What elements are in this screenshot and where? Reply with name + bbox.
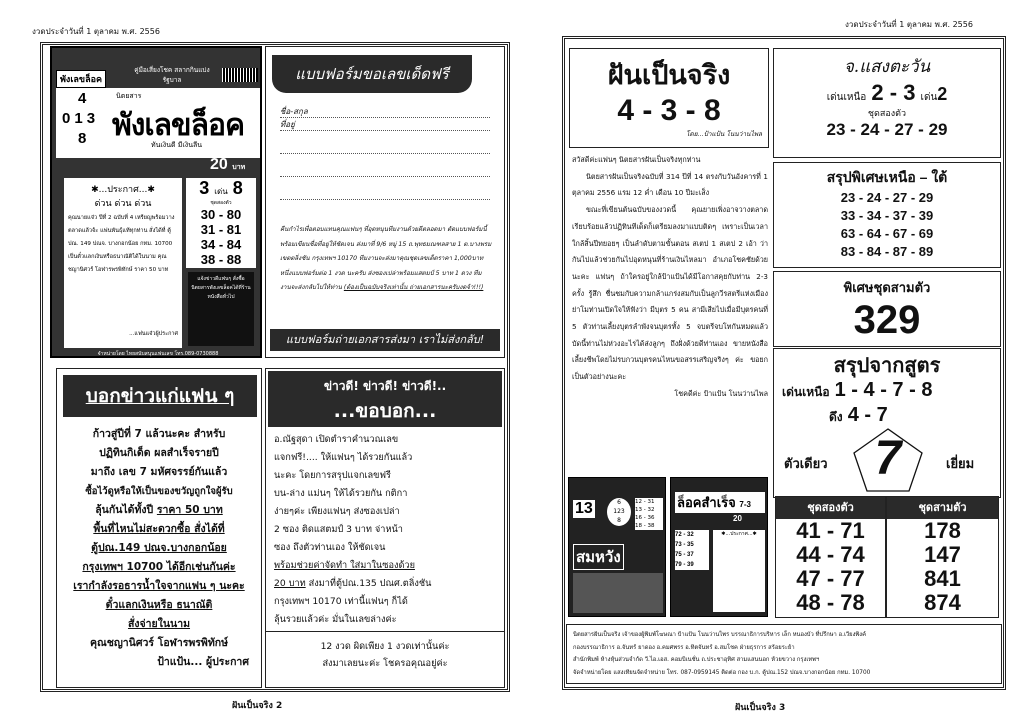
pair: 34 - 84 [200,237,242,252]
news-body: ก้าวสู่ปีที่ 7 แล้วนะคะ สำหรับ ปฏิทินกิเด็ด ผลสำเร็จรายปี มาถึง เลข 7 มหัศจรรย์กันแล้ว ซื้อไว้ดูหรือให้เป็นของขวัญถูกใจผู้รับ ลุ้นกันได้ทั้งปี ราคา 50 บาท พื้นที่ไหนไม่สะดวกซื้อ สั่งได้ที่ ตู้ปณ.149 ปณจ.บางกอกน้อย กรุงเทพฯ 10700 ได้อีกเช่นกันค่ะ เรากำลังรอธารน้ำใจจากแฟน ๆ นะคะ ตั๋วแลกเงินหรือ ธนาณัติ สั่งจ่ายในนาม คุณชญานิศวร์ โอฬารพรพิทักษ์ ป้าแป้น... ผู้ประกาศ [73,428,249,668]
sangtawan-title: จ.แสงตะวัน [843,57,931,77]
form-footer: แบบฟอร์มถ่ายเอกสารส่งมา เราไม่ส่งกลับ! [270,329,500,351]
dark-note: แจ้งข่าวดีแฟนๆ สั่งซื้อนิตยสารพังเลขล็อคได้ที่ร้านหนังสือทั่วไป [188,272,254,346]
great-label: เยี่ยม [946,456,975,471]
three-digit-column [887,497,998,617]
goodnews-header: ข่าวดี! ข่าวดี! ข่าวดี!.. ...ขอบอก... [268,371,502,427]
set-numbers: 23 - 24 - 27 - 29 [826,120,948,139]
mini-cover-somwang [568,477,666,617]
special-row: 23 - 24 - 27 - 29 [840,190,934,205]
three-number: 329 [853,298,921,342]
cover2-title: ล็อคสำเร็จ 7-3 [675,492,765,513]
ad-title-box [56,88,260,158]
table-header: ชุดสามตัว [887,497,998,519]
table-cell: 147 [924,542,961,567]
pair: 30 - 80 [200,207,242,222]
magazine-label: นิตยสาร [116,92,142,100]
set-label: ชุดสองตัว [867,109,907,119]
mini-cover-lock-samret [670,477,768,617]
address-field[interactable]: ที่อยู่ [280,118,490,131]
ad-title: พังเลขล็อค [112,109,245,142]
lucky-box: 3 เด่น 8 ชุดสองตัว 30 - 80 31 - 81 34 - 84 38 - 88 [186,178,256,268]
masthead-byline: โดย...ป้าแป้น โนนว่านไพล [686,130,762,138]
grid-bottom: 8 [78,130,87,147]
cover1-pairs: 12 - 31 13 - 32 16 - 36 18 - 38 [635,498,663,530]
ad-brand: พังเลขล็อค [56,70,106,88]
masthead-numbers: 4 - 3 - 8 [617,94,721,127]
formula-pull: ดึง 4 - 7 [829,404,888,426]
single-label: ตัวเดียว [784,456,828,471]
three-title: พิเศษชุดสามตัว [843,280,931,295]
ad-tagline: คู่มือเสี่ยงโชค สลากกินแบ่งรัฐบาล [134,66,210,84]
free-number-form [265,46,505,358]
summary-table [775,496,999,618]
table-cell: 41 - 71 [796,518,865,543]
ad-price: 20 บาท [210,156,246,173]
sangtawan-box [773,48,1001,158]
form-text: คืนกำไรเพื่อตอบแทนคุณแฟนๆ ที่อุดหนุนทีมงานด้วยดีตลอดมา ตัดแบบฟอร์มนี้ พร้อมเขียนชื่อที่อยู่ให้ชัดเจน ส่งมาที่ 9/6 หมู่ 15 ถ.พุทธมณฑลสาย 1 ต.บางพรม เขตตลิ่งชัน กรุงเทพฯ 10170 ทีมงานจะส่งมาคุณชุดเลขเด็ดราคา 1,000บาท หนึ่งแบบฟอร์มต่อ 1 งวด นะครับ ส่งซองเปล่าพร้อมแสตมป์ 5 บาท 1 ดวง ทีมงานจะส่งกลับไปให้ท่าน (ต้องเป็นฉบับจริงเท่านั้น ถ่ายเอกสารนะครับงดจ้า!!!) [280,226,492,291]
announce-title: ✱...ประกาศ...✱ [91,185,155,195]
formula-box [773,348,1001,498]
page-footer-right: ฝันเป็นจริง 3 [735,703,786,713]
announce-sub: ด่วน ด่วน ด่วน [94,199,152,209]
special-box [773,162,1001,268]
table-header: ชุดสองตัว [776,497,885,519]
page-header-right: งวดประจำวันที่ 1 ตุลาคม พ.ศ. 2556 [845,20,973,29]
cover2-price: 20 [733,514,742,523]
page-footer-left: ฝันเป็นจริง 2 [232,701,283,711]
table-cell: 841 [924,566,961,591]
announce-sign: ...แฟนแจ๋วผู้ประกาศ [129,331,178,337]
address-line-4[interactable] [280,187,490,200]
announce-text: คุณนายแจ๋ว ปีที่ 2 ฉบับที่ 4 เหรียญพร้อมวางตลาดแล้วจ้ะ แฟนพันธุ์แท้ทุกท่าน สั่งได้ที่ ตู้ปณ. 149 ปณจ. บางกอกน้อย กทม. 10700 เป็นตั๋วแลกเงินหรือธนาณัติได้ในนาม คุณชญานิศวร์ โอฬารพรพิทักษ์ ราคา 50 บาท [68,215,175,273]
table-cell: 47 - 77 [796,566,865,591]
news-box [56,368,262,688]
cover2-pairs: 72 - 32 73 - 35 75 - 37 79 - 39 [675,530,709,570]
news-title: บอกข่าวแก่แฟน ๆ [63,375,257,417]
address-line-3[interactable] [280,164,490,177]
grid-top: 4 [78,90,87,107]
table-cell: 178 [924,518,961,543]
lucky-label: ชุดสองตัว [210,200,232,206]
table-cell: 874 [924,590,961,615]
cover2-announce: ✱...ประกาศ...✱ [713,530,765,612]
special-row: 33 - 34 - 37 - 39 [840,208,934,223]
grid-mid: 013 [62,110,100,127]
formula-lead: เด่นเหนือ 1 - 4 - 7 - 8 [782,379,933,401]
three-digit-box [773,271,1001,347]
goodnews-box [265,368,505,688]
address-line-2[interactable] [280,141,490,154]
sangtawan-lead: เด่นเหนือ 2 - 3 เด่น2 [826,80,948,105]
form-fields [280,105,490,200]
masthead-title: ฝันเป็นจริง [607,60,731,90]
two-digit-column [776,497,887,617]
announce-box [64,178,182,348]
page-header-left: งวดประจำวันที่ 1 ตุลาคม พ.ศ. 2556 [32,27,160,36]
cover1-digits: 13 [575,500,593,517]
cover1-text-block [573,573,663,613]
pair: 31 - 81 [200,222,242,237]
special-title: สรุปพิเศษเหนือ – ใต้ [826,169,948,185]
masthead [569,48,769,148]
formula-title: สรุปจากสูตร [833,355,941,377]
pair: 38 - 88 [200,252,242,267]
special-row: 63 - 64 - 67 - 69 [840,226,934,241]
cover1-wheel: 6 123 8 [607,498,631,526]
table-cell: 48 - 78 [796,590,865,615]
cover1-title: สมหวัง [573,544,624,570]
goodnews-footer: 12 งวด ผิดเพียง 1 งวดเท่านั้นค่ะ ส่งมาเลยนะค่ะ โชครอคุณอยู่ค่ะ [266,631,504,672]
ad-subtitle: ทันเงินดี มีเงินลีน [151,141,203,149]
ad-pang-lek-lock [50,46,262,358]
barcode-icon [222,68,258,82]
name-field[interactable]: ชื่อ-สกุล [280,105,490,118]
article: สวัสดีค่ะแฟนๆ นิตยสารฝันเป็นจริงทุกท่าน นิตยสารฝันเป็นจริงฉบับที่ 314 ปีที่ 14 ตรงกับวันอังคารที่ 1 ตุลาคม 2556 แรม 12 ค่ำ เดือน 10 ปีมะเส็ง ขณะที่เขียนต้นฉบับของงวดนี้ คุณยายเพิ่งอาจวางตลาดเรียบร้อยแล้วปฏิทินทีเด็ดก็เตรียมลงมาแบบติดๆ เพราะเป็นเวลาใกล้สิ้นปีทยอยๆ เป็นลำดับตามขั้นตอน สเตป 1 สเตป 2 เอ้า ว่ากันไปแล้วช่วยกันไปอุดหนุนที่ร้านเงินไหลมา อำเภอโชคชัยด้วยนะคะ แฟนๆ ถ้าใครอยู่ใกล้ป้าแป้นได้มีโอกาสคุยกับท่าน 2-3 ครั้ง รู้สึก ชื่นชมกับความกล้าแกร่งสมกับเป็นลูกวีรสตรีแห่งเมืองย่าโมท่านเปิดใจให้ฟังว่า มีบุตร 5 คน สามีเสียไปเมื่อมีบุตรคนที่ 5 ตัวท่านเลี้ยงบุตรลำพังจนบุตรทั้ง 5 จบตรีจบโทกันหมดแล้ว บัดนี้ท่านไม่ห่วงอะไรได้ส่งลูกๆ ถึงฝั่งด้วยดีท่านเอง ขายหนังสือเลี้ยงชีพโดยไม่รบกวนบุตรคนไหนขอสรรเสริญจริงๆ ค่ะ ขอยกเป็นตัวอย่างนะคะ โชคดีค่ะ ป้าแป้น โนนว่านไพล [572,155,768,398]
form-title: แบบฟอร์มขอเลขเด็ดฟรี [272,55,472,93]
special-row: 83 - 84 - 87 - 89 [840,244,934,259]
credits-box: นิตยสารฝันเป็นจริง เจ้าของผู้พิมพ์โฆษณา ป้าแป้น โนนว่านไพร บรรณาธิการบริหาร เล็ก หนองบัว ที่ปรึกษา อ.เวียงพิงค์ กองบรรณาธิการ อ.จันทร์ ยาดอง อ.คมศพรร อ.ทิตจันทร์ อ.สมโชค ฝ่ายธุรการ สร้อยระย้า สำนักพิมพ์ ห้างหุ้นส่วนจำกัด วี.ไอ.เอส. คอมบิเนชั่น ถ.ประชาอุทิศ สามแสนนอก ห้วยขวาง กรุงเทพฯ จัดจำหน่ายโดย แสงเทียนจัดจำหน่าย โทร. 087-0959145 ติดต่อ กอง บ.ก. ตู้ปณ.152 ปณจ.บางกอกน้อย กทม. 10700 [566,624,1002,684]
goodnews-body: อ.ณัฐสุดา เปิดตำราคำนวณเลข แจกฟรี!.... ให้แฟนๆ ได้รวยกันแล้ว นะคะ โดยการสรุปแจกเลขฟรี บน-ล่าง แม่นๆ ให้ได้รวยกัน กติกา ง่ายๆค่ะ เพียงแฟนๆ ส่งซองเปล่า 2 ซอง ติดแสตมป์ 3 บาท จ่าหน้า ซอง ถึงตัวท่านเอง ให้ชัดเจน พร้อมช่วยค่าจัดทำ ใส่มาในซองด้วย 20 บาท ส่งมาที่ตู้ปณ.135 ปณศ.ตลิ่งชัน กรุงเทพฯ 10170 เท่านี้แฟนๆ ก็ได้ ลุ้นรวยแล้วค่ะ มั่นในเลขล่างค่ะ [274,434,432,625]
single-number: 7 [874,432,902,485]
table-cell: 44 - 74 [796,542,865,567]
ad-bottom-strip: จำหน่ายโดย ไทยสนับสนุนแฟนเลข โทร.089-0730888 [97,351,219,357]
